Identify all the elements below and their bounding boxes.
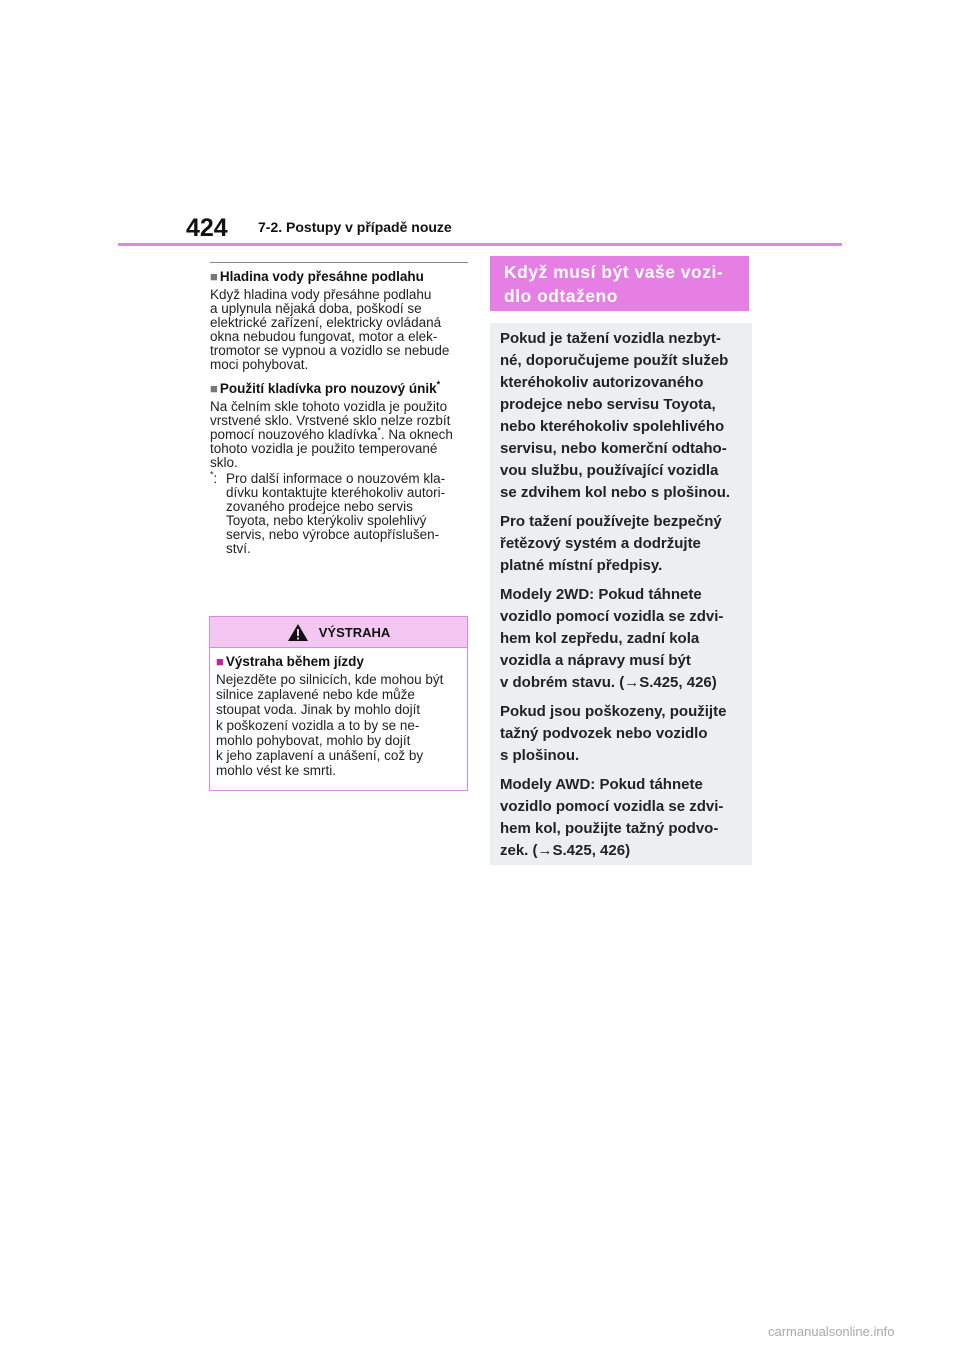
- footnote-ref: *: [377, 425, 381, 436]
- text-line: silnice zaplavené nebo kde může: [216, 687, 415, 703]
- footnote-colon: :: [213, 471, 218, 486]
- text-line: elektrické zařízení, elektricky ovládaná: [210, 315, 442, 330]
- text-line: né, doporučujeme použít služeb: [500, 352, 729, 369]
- text-line: k jeho zaplavení a unášení, což by: [216, 748, 424, 764]
- text-line: zovaného prodejce nebo servis: [226, 499, 413, 514]
- text-line: platné místní předpisy.: [500, 557, 663, 574]
- column-divider: [210, 262, 468, 263]
- footnote-text: [226, 472, 445, 556]
- footnote-mark: [210, 469, 226, 556]
- text-line: s plošinou.: [500, 747, 580, 764]
- paragraph-chain-system: [500, 511, 742, 577]
- text-line: řetězový systém a dodržujte: [500, 535, 701, 552]
- text-line: prodejce nebo servisu Toyota,: [500, 396, 716, 413]
- warning-text: [216, 672, 461, 778]
- text-line: se zdvihem kol nebo s plošinou.: [500, 484, 731, 501]
- section-title: 7-2. Postupy v případě nouze: [258, 219, 452, 235]
- warning-box: [209, 616, 468, 791]
- warning-triangle-icon: [287, 623, 309, 642]
- text-line: hem kol zepředu, zadní kola: [500, 630, 700, 647]
- paragraph-2wd: [500, 584, 742, 694]
- text-line: servisu, nebo komerční odtaho-: [500, 440, 727, 457]
- text-line: Pokud jsou poškozeny, použijte: [500, 703, 727, 720]
- warning-body: [210, 648, 467, 791]
- text-line: vozidlo pomocí vozidla se zdvi-: [500, 608, 724, 625]
- towing-info-box: [490, 323, 752, 865]
- text-line: Nejezděte po silnicích, kde mohou být: [216, 672, 444, 687]
- text-line: a uplynula nějaká doba, poškodí se: [210, 301, 422, 316]
- hammer-paragraph: [210, 400, 468, 470]
- subheading-text: Hladina vody přesáhne podlahu: [219, 269, 424, 284]
- watermark: carmanualsonline.info: [768, 1324, 895, 1339]
- subheading-text: Výstraha během jízdy: [225, 654, 364, 669]
- text-line: Pro tažení používejte bezpečný: [500, 513, 722, 530]
- square-bullet-icon: ■: [216, 654, 224, 669]
- subheading-water-level: [210, 268, 468, 285]
- footnote-star: *: [210, 469, 214, 480]
- text-line: Pokud je tažení vozidla nezbyt-: [500, 330, 721, 347]
- title-line: dlo odtaženo: [504, 286, 618, 306]
- square-bullet-icon: ■: [210, 381, 218, 396]
- text-line: moci pohybovat.: [210, 357, 309, 372]
- text-line: ství.: [226, 541, 251, 556]
- text-line: mohlo pohybovat, mohlo by dojít: [216, 732, 411, 748]
- text-line: sklo.: [210, 455, 238, 470]
- text-line: nebo kteréhokoliv spolehlivého: [500, 418, 725, 435]
- text-line: dívku kontaktujte kteréhokoliv autori-: [226, 485, 446, 500]
- text-line: pomocí nouzového kladívka: [210, 427, 378, 442]
- warning-header: [210, 617, 467, 648]
- text-line: vou službu, používající vozidla: [500, 462, 719, 479]
- text-line: stoupat voda. Jinak by mohlo dojít: [216, 702, 421, 718]
- text-line: Modely AWD: Pokud táhnete: [500, 776, 703, 793]
- text-line: Modely 2WD: Pokud táhnete: [500, 586, 702, 603]
- text-line: zek. (→S.425, 426): [500, 842, 631, 859]
- text-line: kteréhokoliv autorizovaného: [500, 374, 704, 391]
- header-rule: [118, 243, 842, 246]
- paragraph-towing-service: [500, 328, 742, 504]
- text-line: Když hladina vody přesáhne podlahu: [210, 287, 432, 302]
- subheading-emergency-hammer: [210, 380, 468, 397]
- text-line: Na čelním skle tohoto vozidla je použito: [210, 399, 448, 414]
- footnote-ref: *: [436, 379, 441, 390]
- text-line: tromotor se vypnou a vozidlo se nebude: [210, 343, 450, 358]
- text-line: Pro další informace o nouzovém kla-: [226, 471, 446, 486]
- text-line: tažný podvozek nebo vozidlo: [500, 725, 708, 742]
- paragraph-damaged: [500, 701, 742, 767]
- water-level-paragraph: [210, 288, 468, 372]
- towing-title-box: [490, 256, 749, 311]
- subheading-text: Použití kladívka pro nouzový únik: [219, 381, 437, 396]
- paragraph-awd: [500, 774, 742, 862]
- square-bullet-icon: ■: [210, 269, 218, 284]
- text-line: servis, nebo výrobce autopříslušen-: [226, 527, 440, 542]
- text-line: k poškození vozidla a to by se ne-: [216, 717, 420, 733]
- warning-subheading: [216, 653, 461, 670]
- title-line: Když musí být vaše vozi-: [504, 262, 724, 282]
- text-line: Toyota, nebo kterýkoliv spolehlivý: [226, 513, 427, 528]
- text-line: vrstvené sklo. Vrstvené sklo nelze rozbít: [210, 413, 451, 428]
- text-line: hem kol, použijte tažný podvo-: [500, 820, 719, 837]
- text-line: v dobrém stavu. (→S.425, 426): [500, 674, 717, 691]
- text-line: vozidlo pomocí vozidla se zdvi-: [500, 798, 724, 815]
- footnote: [210, 469, 468, 556]
- text-line: vozidla a nápravy musí být: [500, 652, 691, 669]
- left-column: [210, 262, 468, 556]
- text-line: tohoto vozidla je použito temperované: [210, 441, 438, 456]
- text-line: mohlo vést ke smrti.: [216, 763, 337, 779]
- text-line: . Na oknech: [380, 427, 453, 442]
- page-number: 424: [186, 214, 228, 242]
- warning-title: VÝSTRAHA: [318, 624, 391, 640]
- text-line: okna nebudou fungovat, motor a elek-: [210, 329, 438, 344]
